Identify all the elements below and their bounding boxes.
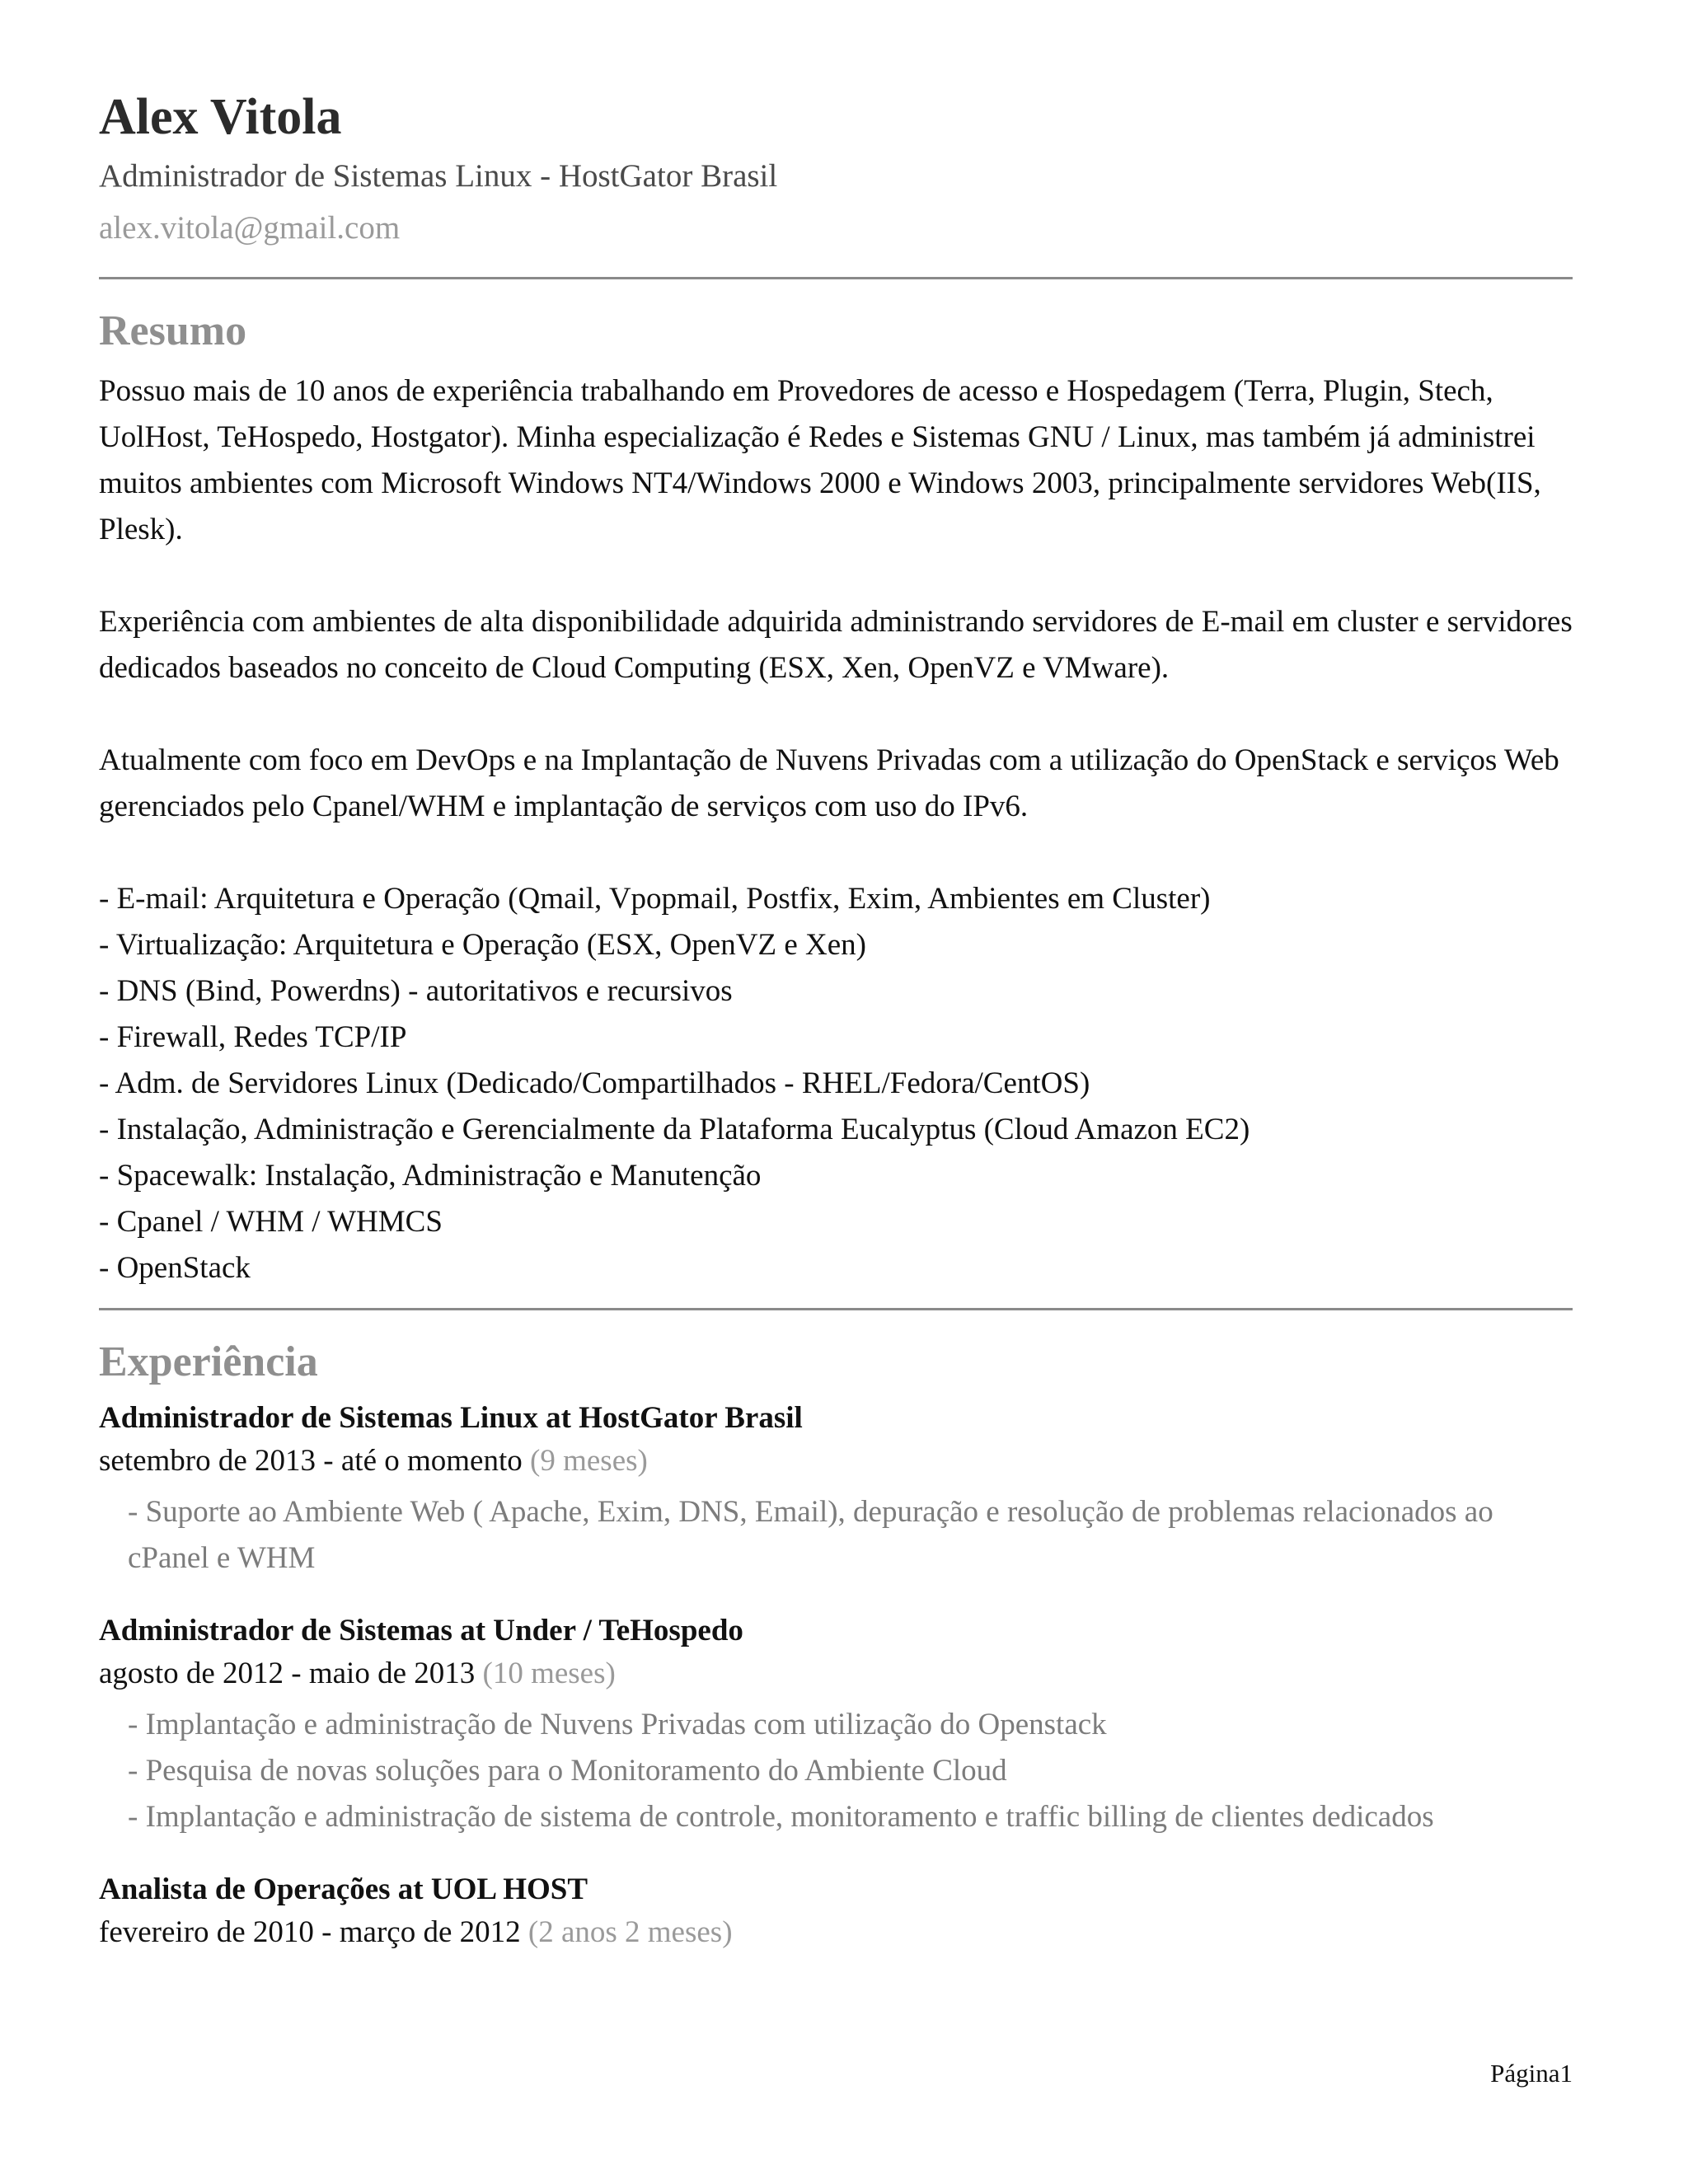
skill-item: - Instalação, Administração e Gerencialmente da Plataforma Eucalyptus (Cloud Amazon EC2) (99, 1113, 1250, 1147)
job-entry (99, 1868, 1573, 1954)
candidate-email[interactable]: alex.vitola@gmail.com (99, 210, 401, 246)
job-description-line: - Implantação e administração de Nuvens Privadas com utilização do Openstack (128, 1707, 1107, 1741)
skills-list (99, 876, 1573, 1291)
job-description-line: - Suporte ao Ambiente Web ( Apache, Exim, DNS, Email), depuração e resolução de problemas relacionados ao cPanel e WHM (128, 1494, 1493, 1575)
summary-paragraph: Atualmente com foco em DevOps e na Implantação de Nuvens Privadas com a utilização do OpenStack e serviços Web gerenciados pelo Cpanel/WHM e implantação de serviços com uso do IPv6. (99, 743, 1559, 824)
job-description (99, 1489, 1573, 1582)
skill-item: - Firewall, Redes TCP/IP (99, 1020, 407, 1055)
job-duration: (2 anos 2 meses) (528, 1915, 733, 1949)
section-divider (99, 1308, 1573, 1310)
skill-item: - OpenStack (99, 1251, 251, 1286)
summary-paragraph: Experiência com ambientes de alta disponibilidade adquirida administrando servidores de E-mail em cluster e servidores dedicados baseados no conceito de Cloud Computing (ESX, Xen, OpenVZ e VMware). (99, 605, 1573, 686)
job-title: Administrador de Sistemas Linux at HostGator Brasil (99, 1400, 803, 1435)
job-description (99, 1702, 1573, 1840)
page-number: Página1 (1490, 2059, 1573, 2088)
skill-item: - DNS (Bind, Powerdns) - autoritativos e recursivos (99, 974, 733, 1009)
job-date-range: fevereiro de 2010 - março de 2012 (99, 1915, 521, 1949)
job-dates (99, 1911, 1573, 1954)
job-date-range: agosto de 2012 - maio de 2013 (99, 1656, 476, 1690)
job-title: Analista de Operações at UOL HOST (99, 1872, 588, 1906)
section-divider (99, 277, 1573, 279)
summary-body (99, 368, 1573, 1291)
resume-page (99, 87, 1573, 1954)
skill-item: - E-mail: Arquitetura e Operação (Qmail, Vpopmail, Postfix, Exim, Ambientes em Cluster) (99, 882, 1211, 916)
experience-heading: Experiência (99, 1338, 318, 1386)
skill-item: - Spacewalk: Instalação, Administração e Manutenção (99, 1159, 762, 1193)
job-entry (99, 1610, 1573, 1840)
job-description-line: - Pesquisa de novas soluções para o Monitoramento do Ambiente Cloud (128, 1753, 1007, 1788)
job-dates (99, 1652, 1573, 1695)
candidate-headline: Administrador de Sistemas Linux - HostGator Brasil (99, 158, 778, 194)
skill-item: - Virtualização: Arquitetura e Operação (ESX, OpenVZ e Xen) (99, 928, 866, 963)
job-description-line: - Implantação e administração de sistema de controle, monitoramento e traffic billing de clientes dedicados (128, 1799, 1434, 1834)
job-duration: (10 meses) (482, 1656, 616, 1690)
job-title: Administrador de Sistemas at Under / TeHospedo (99, 1613, 743, 1647)
job-entry (99, 1397, 1573, 1582)
skill-item: - Cpanel / WHM / WHMCS (99, 1205, 443, 1240)
candidate-name: Alex Vitola (99, 89, 342, 145)
skill-item: - Adm. de Servidores Linux (Dedicado/Compartilhados - RHEL/Fedora/CentOS) (99, 1066, 1090, 1101)
summary-paragraph: Possuo mais de 10 anos de experiência trabalhando em Provedores de acesso e Hospedagem (Terra, Plugin, Stech, UolHost, TeHospedo, Hostgator). Minha especialização é Redes e Sistemas GNU / Linux, mas também já administrei muitos ambientes com Microsoft Windows NT4/Windows 2000 e Windows 2003, principalmente servidores Web(IIS, Plesk). (99, 374, 1541, 547)
job-dates (99, 1440, 1573, 1483)
job-duration: (9 meses) (530, 1443, 648, 1478)
summary-heading: Resumo (99, 307, 247, 354)
job-date-range: setembro de 2013 - até o momento (99, 1443, 523, 1478)
